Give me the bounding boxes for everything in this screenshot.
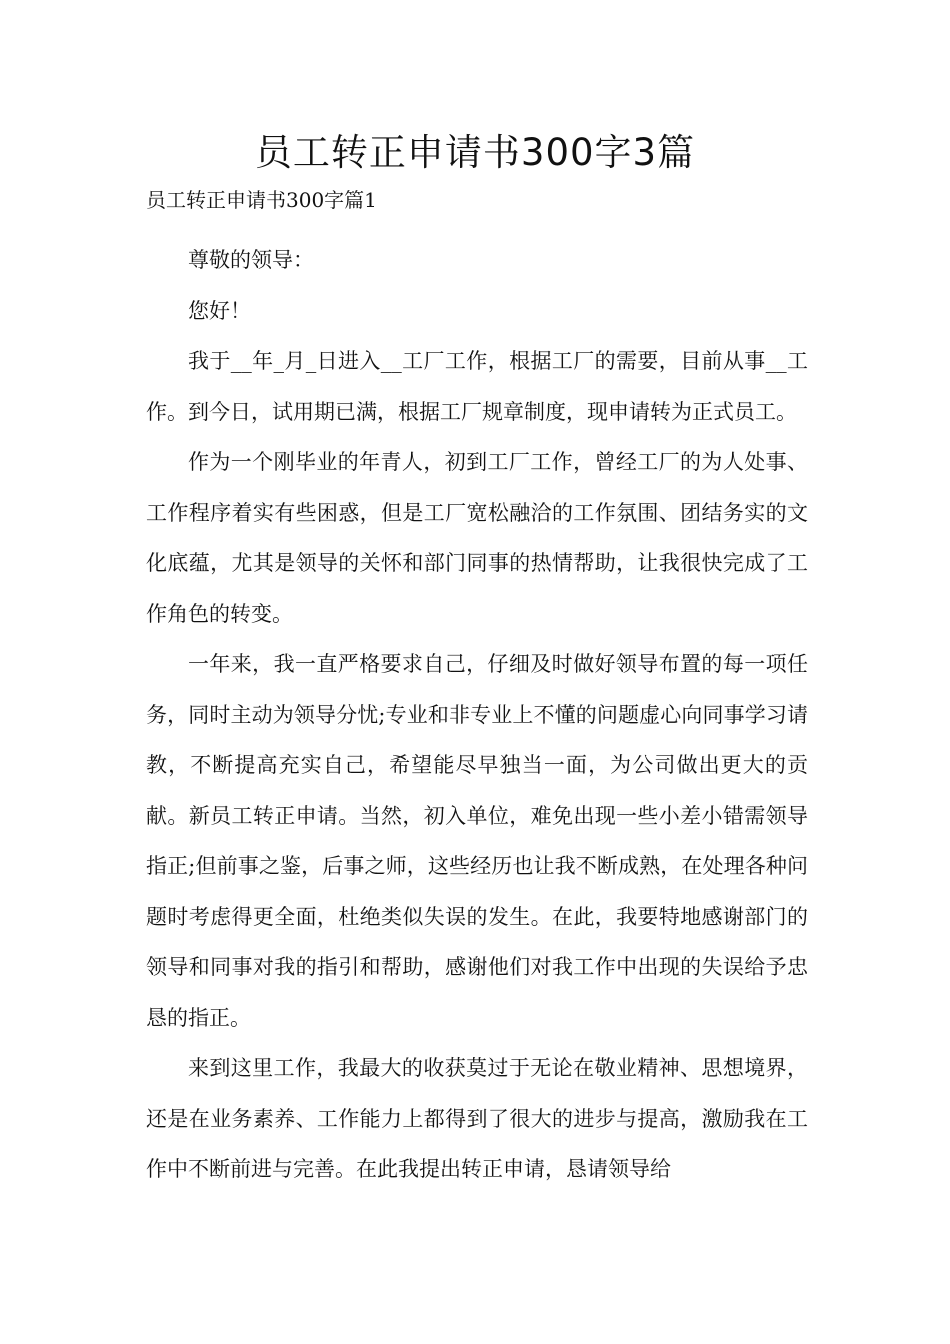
salutation: 尊敬的领导： — [188, 248, 314, 272]
paragraph: 我于__年_月_日进入__工厂工作，根据工厂的需要，目前从事__工作。到今日，试用期已满，根据工厂规章制度，现申请转为正式员工。 — [146, 349, 808, 424]
paragraph: 来到这里工作，我最大的收获莫过于无论在敬业精神、思想境界，还是在业务素养、工作能力上都得到了很大的进步与提高，激励我在工作中不断前进与完善。在此我提出转正申请，恳请领导给 — [146, 1056, 808, 1181]
greeting: 您好！ — [188, 298, 251, 323]
document-title: 员工转正申请书300字3篇 — [254, 131, 696, 174]
paragraph: 一年来，我一直严格要求自己，仔细及时做好领导布置的每一项任务，同时主动为领导分忧;专业和非专业上不懂的问题虚心向同事学习请教，不断提高充实自己，希望能尽早独当一面，为公司做出更大的贡献。新员工转正申请。当然，初入单位，难免出现一些小差小错需领导指正;但前事之鉴，后事之师，这些经历也让我不断成熟，在处理各种问题时考虑得更全面，杜绝类似失误的发生。在此，我要特地感谢部门的领导和同事对我的指引和帮助，感谢他们对我工作中出现的失误给予忠恳的指正。 — [146, 652, 808, 1030]
paragraph: 作为一个刚毕业的年青人，初到工厂工作，曾经工厂的为人处事、工作程序着实有些困惑，但是工厂宽松融洽的工作氛围、团结务实的文化底蕴，尤其是领导的关怀和部门同事的热情帮助，让我很快完成了工作角色的转变。 — [146, 450, 808, 626]
section-heading: 员工转正申请书300字篇1 — [146, 188, 377, 212]
document-body — [146, 235, 808, 1195]
